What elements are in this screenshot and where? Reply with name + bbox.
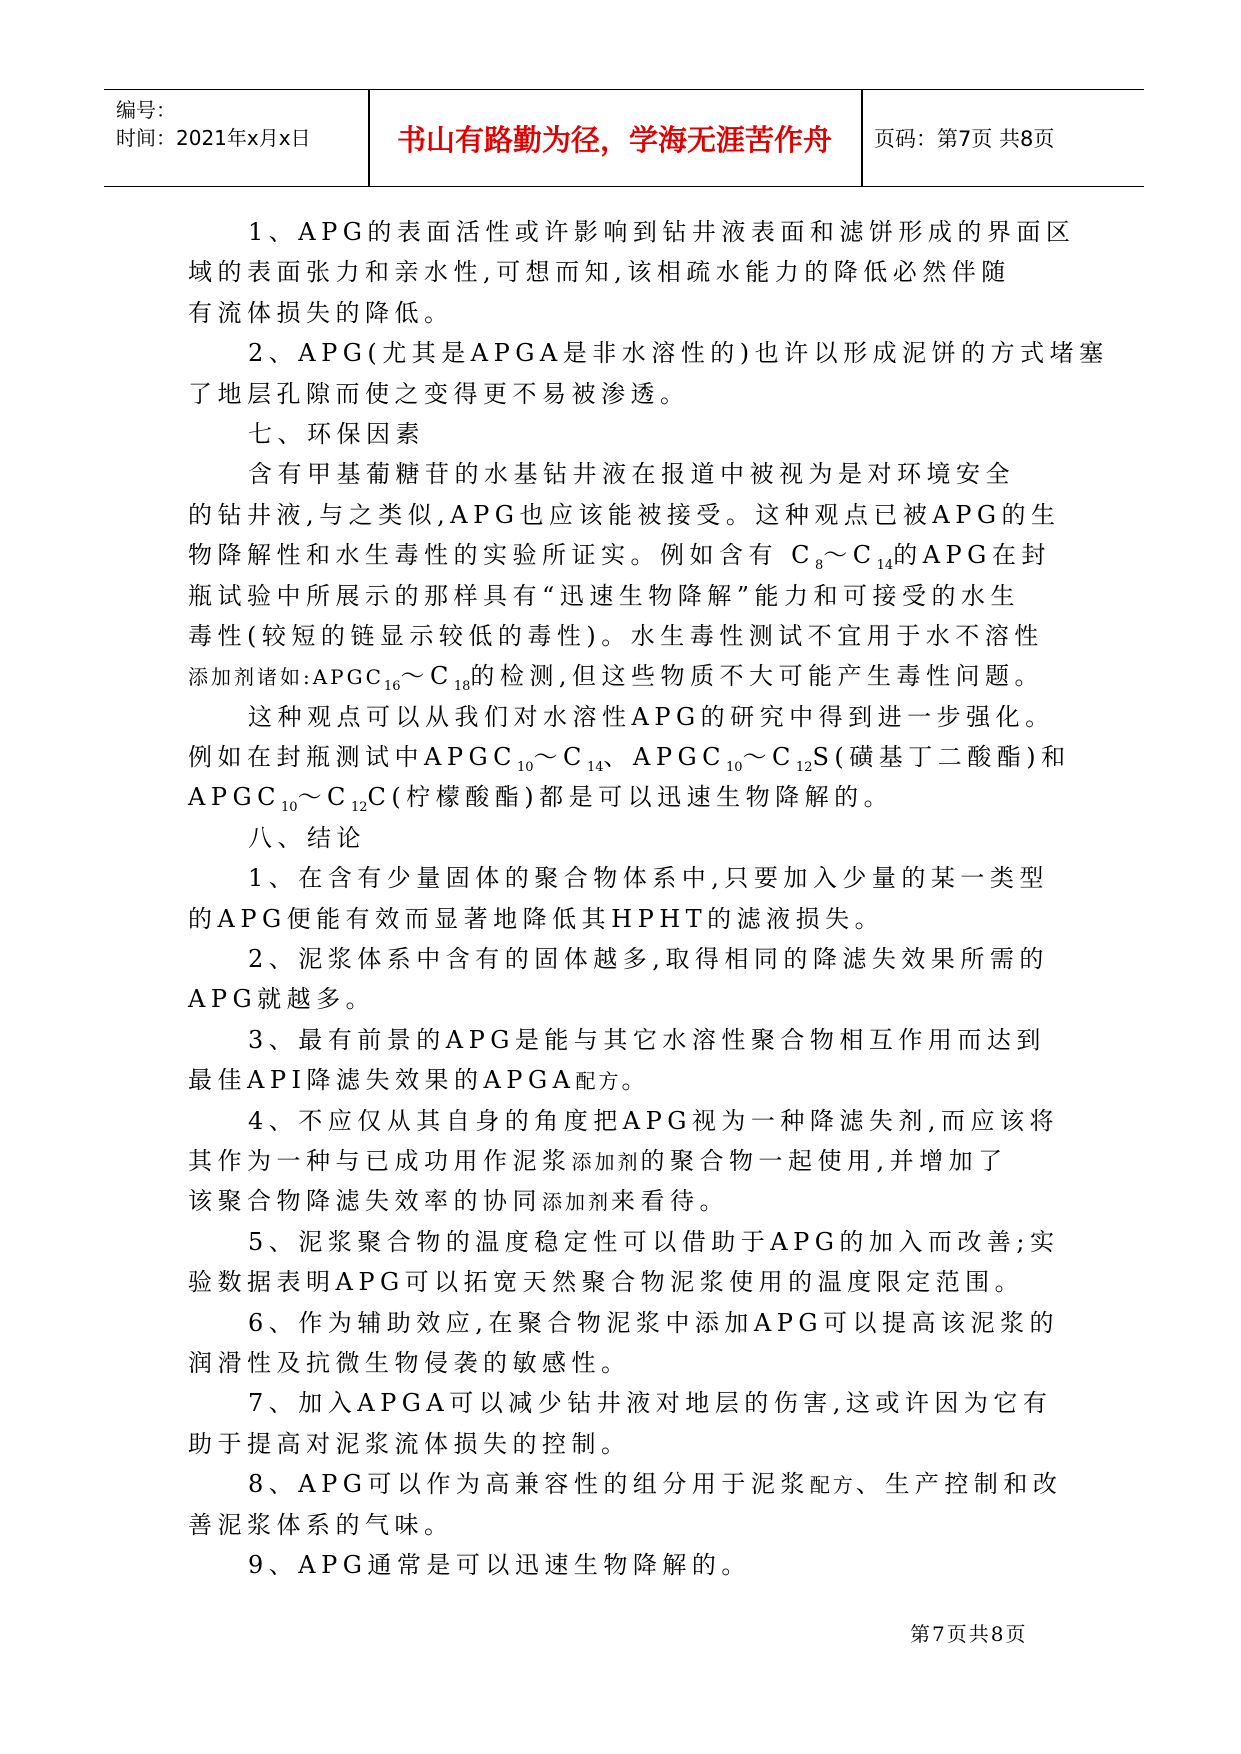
paragraph-line: 该聚合物降滤失效率的协同添加剂来看待。 <box>188 1187 729 1216</box>
page-label: 页码：第7页 共8页 <box>874 127 1055 151</box>
paragraph-line: 3、最有前景的APG是能与其它水溶性聚合物相互作用而达到 <box>248 1025 1046 1054</box>
paragraph-line: 1、在含有少量固体的聚合物体系中,只要加入少量的某一类型 <box>248 864 1049 893</box>
paragraph-line: 润滑性及抗微生物侵袭的敏感性。 <box>188 1348 631 1377</box>
header-divider <box>861 90 863 186</box>
header-info <box>116 96 311 152</box>
paragraph-line: 瓶试验中所展示的那样具有“迅速生物降解”能力和可接受的水生 <box>188 581 1021 610</box>
paragraph-line: 其作为一种与已成功用作泥浆添加剂的聚合物一起使用,并增加了 <box>188 1146 1008 1175</box>
paragraph-line: 毒性(较短的链显示较低的毒性)。水生毒性测试不宜用于水不溶性 <box>188 621 1044 650</box>
paragraph-line: 4、不应仅从其自身的角度把APG视为一种降滤失剂,而应该将 <box>248 1106 1060 1135</box>
paragraph-line: 1、APG的表面活性或许影响到钻井液表面和滤饼形成的界面区 <box>248 218 1076 246</box>
section-heading: 八、结论 <box>248 823 366 852</box>
paragraph-line: 善泥浆体系的气味。 <box>188 1510 454 1539</box>
paragraph-line: 9、APG通常是可以迅速生物降解的。 <box>248 1550 751 1579</box>
section-heading: 七、环保因素 <box>248 419 425 448</box>
paragraph-line: 2、APG(尤其是APGA是非水溶性的)也许以形成泥饼的方式堵塞 <box>248 339 1109 368</box>
paragraph-line: 的APG便能有效而显著地降低其HPHT的滤液损失。 <box>188 904 885 933</box>
paragraph-line: 这种观点可以从我们对水溶性APG的研究中得到进一步强化。 <box>248 702 1055 731</box>
paragraph-line: 含有甲基葡糖苷的水基钻井液在报道中被视为是对环境安全 <box>248 460 1015 489</box>
paragraph-line: APG就越多。 <box>188 985 376 1014</box>
page-footer: 第7页共8页 <box>910 1622 1028 1646</box>
number-label: 编号： <box>116 98 176 122</box>
paragraph-line: 8、APG可以作为高兼容性的组分用于泥浆配方、生产控制和改 <box>248 1470 1063 1499</box>
paragraph-line: 的钻井液,与之类似,APG也应该能被接受。这种观点已被APG的生 <box>188 500 1061 529</box>
header-table <box>104 89 1144 187</box>
paragraph-line: 5、泥浆聚合物的温度稳定性可以借助于APG的加入而改善;实 <box>248 1227 1060 1256</box>
document-body <box>188 212 1109 1585</box>
time-label: 时间：2021年x月x日 <box>116 126 311 150</box>
paragraph-line: 最佳API降滤失效果的APGA配方。 <box>188 1066 651 1095</box>
paragraph-line: 7、加入APGA可以减少钻井液对地层的伤害,这或许因为它有 <box>248 1389 1053 1418</box>
paragraph-line: 域的表面张力和亲水性,可想而知,该相疏水能力的降低必然伴随 <box>188 258 1011 287</box>
paragraph-line: 例如在封瓶测试中$APGC_{10}\sim C_{14}$、$APGC_{10}\sim C_{12}S$(磺基丁二酸酯)和 <box>188 743 1071 775</box>
paragraph-line: 添加剂诸如$:APGC_{16}\sim C_{18}$的检测,但这些物质不大可能产生毒性问题。 <box>188 662 1045 695</box>
paragraph-line: 2、泥浆体系中含有的固体越多,取得相同的降滤失效果所需的 <box>248 945 1049 974</box>
paragraph-line: 6、作为辅助效应,在聚合物泥浆中添加APG可以提高该泥浆的 <box>248 1308 1060 1337</box>
paragraph-line: 有流体损失的降低。 <box>188 298 454 327</box>
paragraph-line: 了地层孔隙而使之变得更不易被渗透。 <box>188 379 690 408</box>
paragraph-line: 助于提高对泥浆流体损失的控制。 <box>188 1429 631 1458</box>
paragraph-line: $APGC_{10}\sim C_{12}C$(柠檬酸酯)都是可以迅速生物降解的。 <box>188 783 894 816</box>
paragraph-line: 物降解性和水生毒性的实验所证实。例如含有 $C_8\sim C_{14}$的APG在封 <box>188 541 1051 573</box>
motto: 书山有路勤为径，学海无涯苦作舟 <box>396 122 832 157</box>
paragraph-line: 验数据表明APG可以拓宽天然聚合物泥浆使用的温度限定范围。 <box>188 1268 1025 1297</box>
